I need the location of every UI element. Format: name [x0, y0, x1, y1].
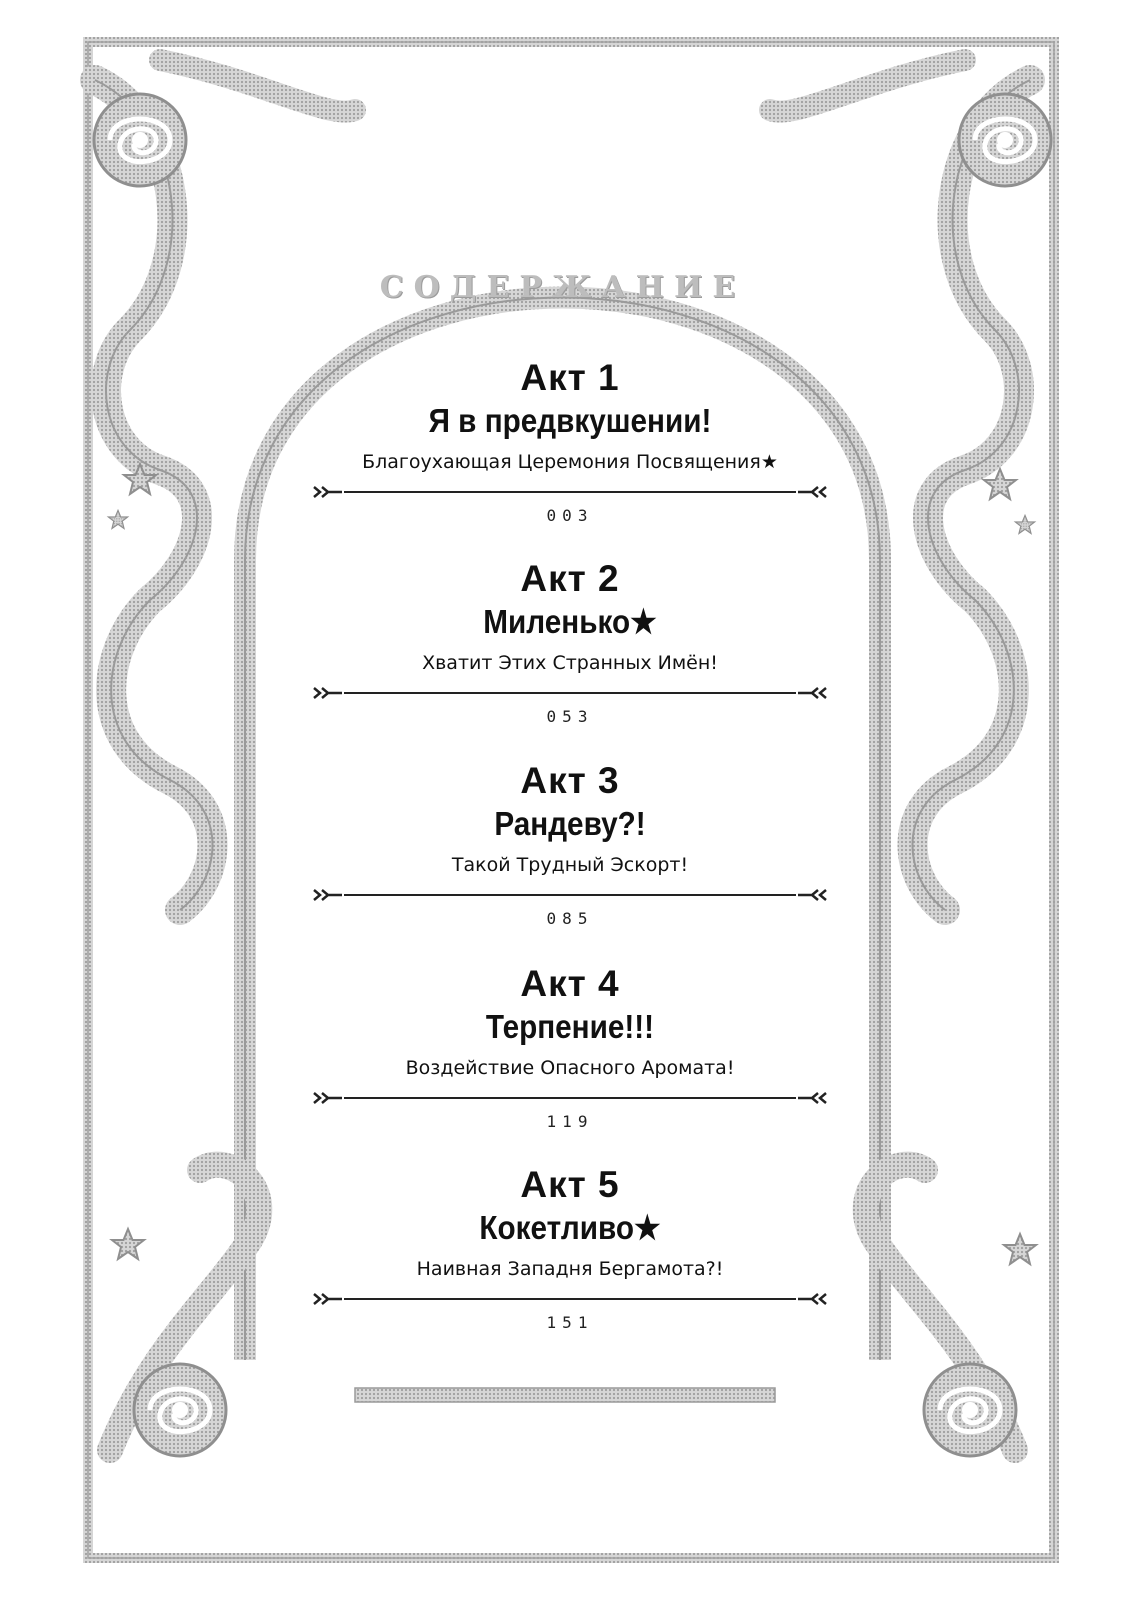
page-number: 053: [546, 707, 594, 726]
divider: [310, 1090, 830, 1106]
chapter-subtitle: Наивная Западня Бергамота?!: [416, 1258, 724, 1280]
chapter-subtitle: Хватит Этих Странных Имён!: [422, 652, 718, 674]
chapter-title: Терпение!!!: [485, 1008, 655, 1045]
toc-entry[interactable]: [310, 557, 830, 726]
divider: [310, 887, 830, 903]
star-icon: [112, 1229, 144, 1259]
toc-entry[interactable]: [310, 356, 830, 525]
chapter-subtitle: Благоухающая Церемония Посвящения★: [362, 451, 778, 473]
page-number: 003: [546, 506, 594, 525]
toc-heading: СОДЕРЖАНИЕ: [379, 270, 746, 305]
rose-icon: [924, 1364, 1016, 1456]
chapter-title: Рандеву?!: [494, 805, 646, 842]
chapter-title: Кокетливо★: [479, 1209, 661, 1246]
divider: [310, 484, 830, 500]
rose-icon: [134, 1364, 226, 1456]
arrow-ornament-icon: [798, 1090, 828, 1106]
chapter-title: Миленько★: [483, 603, 657, 640]
arrow-ornament-icon: [798, 484, 828, 500]
arrow-ornament-icon: [312, 484, 342, 500]
act-label: Акт 3: [520, 760, 620, 801]
star-icon: [1015, 515, 1034, 533]
arrow-ornament-icon: [312, 1291, 342, 1307]
star-icon: [108, 510, 127, 528]
page-number: 085: [546, 909, 594, 928]
arrow-ornament-icon: [798, 1291, 828, 1307]
arrow-ornament-icon: [798, 887, 828, 903]
arrow-ornament-icon: [312, 887, 342, 903]
page-number: 151: [546, 1313, 594, 1332]
act-label: Акт 5: [520, 1164, 620, 1205]
arrow-ornament-icon: [312, 685, 342, 701]
arrow-ornament-icon: [312, 1090, 342, 1106]
divider: [310, 1291, 830, 1307]
act-label: Акт 2: [520, 558, 620, 599]
act-label: Акт 1: [520, 357, 620, 398]
chapter-title: Я в предвкушении!: [428, 402, 712, 439]
toc-entry[interactable]: [310, 1163, 830, 1332]
star-icon: [1004, 1234, 1036, 1264]
rose-icon: [959, 94, 1051, 186]
chapter-subtitle: Такой Трудный Эскорт!: [451, 854, 689, 876]
act-label: Акт 4: [520, 963, 620, 1004]
toc-entry[interactable]: [310, 962, 830, 1131]
arrow-ornament-icon: [798, 685, 828, 701]
rose-icon: [94, 94, 186, 186]
toc-entry[interactable]: [310, 759, 830, 928]
page-number: 119: [546, 1112, 594, 1131]
divider: [310, 685, 830, 701]
chapter-subtitle: Воздействие Опасного Аромата!: [405, 1057, 735, 1079]
